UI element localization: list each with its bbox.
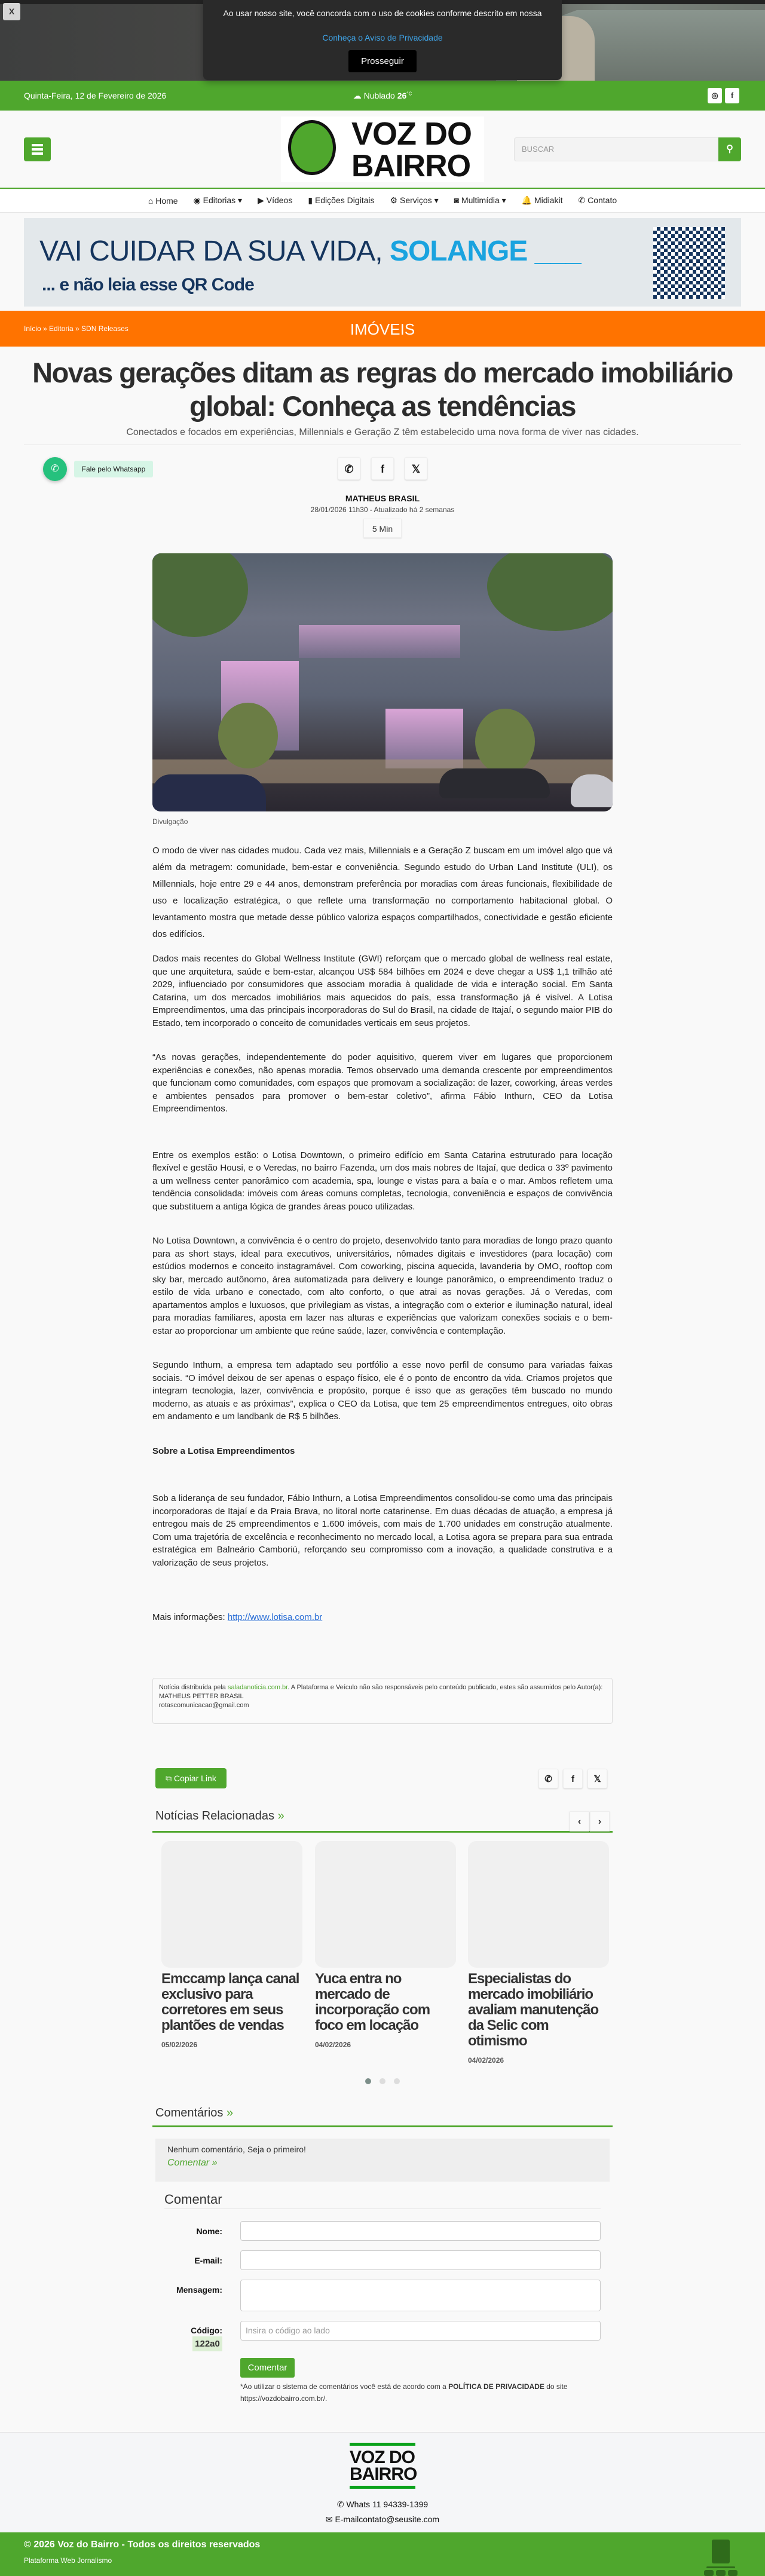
captcha-code: 122a0: [192, 2336, 222, 2351]
search-input[interactable]: BUSCAR: [514, 137, 718, 161]
nav-midiakit[interactable]: 🔔 Midiakit: [521, 195, 563, 205]
related-news: [0, 1809, 765, 2097]
paragraph: Entre os exemplos estão: o Lotisa Downtown, o primeiro edifício em Santa Catarina estruturado para locação flexível e gestão Housi, e o Veredas, no bairro Fazenda, um dos mais nobres de Itajaí, que dedica o 33º pavimento a um wellness center panorâmico com academia, spa, lounge e vistas para a baía e o mar. Ambos refletem uma tendência consolidada: imóveis com áreas comuns completas, tecnologia, conveniência e espaços de convivência que substituem a antiga lógica de grandes áreas pouco utilizadas.: [152, 1150, 613, 1212]
lower-content: [0, 843, 765, 2576]
article-date: 28/01/2026 11h30 - Atualizado há 2 semanas: [310, 506, 455, 514]
phone-icon: ✆: [578, 195, 586, 205]
envelope-icon: ✉: [325, 2514, 333, 2524]
paragraph: “As novas gerações, independentemente do poder aquisitivo, querem viver em lugares que proporcionem experiências e conexões, não apenas moradia. Temos observado uma demanda crescente por empreendimentos que funcionam como comunidades, com espaços que promovam a socialização: de lazer, coworking, áreas verdes e ambientes pensados para promover o bem-estar coletivo”, afirma Fábio Inthurn, CEO da Lotisa Empreendimentos.: [152, 1052, 613, 1114]
ad-banner[interactable]: [24, 218, 741, 307]
code-label: Código:: [191, 2325, 222, 2335]
nav-home[interactable]: ⌂ Home: [148, 195, 178, 206]
whatsapp-icon: ✆: [336, 2499, 344, 2509]
related-card[interactable]: Yuca entra no mercado de incorporação com foco em locação 04/02/2026: [315, 1841, 456, 2049]
site-logo[interactable]: VOZ DO BAIRRO: [281, 117, 484, 182]
article-title: Novas gerações ditam as regras do mercado imobiliário global: Conheça as tendências: [32, 357, 733, 422]
cookie-consent-dialog: [203, 0, 562, 80]
footer-area: [0, 2432, 765, 2576]
whatsapp-icon: ✆: [344, 463, 354, 475]
carousel-dot[interactable]: [380, 2078, 385, 2084]
subheading: Sobre a Lotisa Empreendimentos: [152, 1445, 295, 1456]
breadcrumb[interactable]: Início » Editoria » SDN Releases: [24, 324, 128, 333]
close-banner-button[interactable]: X: [3, 3, 20, 20]
privacy-notice-link[interactable]: Conheça o Aviso de Privacidade: [322, 33, 443, 42]
gear-icon: ⚙: [390, 195, 398, 205]
more-info-link[interactable]: http://www.lotisa.com.br: [227, 1612, 323, 1622]
email-label: E-mail:: [194, 2255, 222, 2265]
source-notice: Notícia distribuída pela saladanoticia.com.br. A Plataforma e Veículo não são responsáveis pelo conteúdo publicado, estes são assumidos pelo Autor(a): MATHEUS PETTER BRASIL rotascomunicacao@gmail.com: [152, 1678, 613, 1724]
nav-editorias[interactable]: ◉ Editorias ▾: [193, 195, 243, 205]
article-image: [152, 553, 613, 811]
comments-section: [0, 2097, 765, 2432]
footer-email[interactable]: ✉ E-mailcontato@seusite.com: [325, 2514, 440, 2524]
submit-comment-button[interactable]: Comentar: [240, 2358, 295, 2378]
x-icon: 𝕏: [593, 1774, 601, 1784]
ad-subline: ... e não leia esse QR Code: [42, 275, 254, 295]
name-input[interactable]: [240, 2221, 601, 2241]
message-textarea[interactable]: [240, 2280, 601, 2311]
whatsapp-icon: ✆: [544, 1774, 552, 1784]
share-whatsapp-button[interactable]: [338, 457, 360, 480]
top-info-bar: [0, 81, 765, 111]
copy-link-button[interactable]: ⧉ Copiar Link: [155, 1768, 227, 1788]
platform-credit[interactable]: Plataforma Web Jornalismo: [24, 2556, 112, 2565]
copyright: © 2026 Voz do Bairro - Todos os direitos reservados: [24, 2539, 261, 2550]
whatsapp-float-button[interactable]: [43, 457, 67, 481]
source-link[interactable]: saladanoticia.com.br: [227, 1683, 288, 1691]
image-caption: Divulgação: [152, 817, 188, 826]
search-button[interactable]: [718, 137, 741, 161]
copy-icon: ⧉: [166, 1773, 172, 1783]
section-title: IMÓVEIS: [350, 320, 415, 338]
share-whatsapp-button[interactable]: [538, 1769, 558, 1788]
ad-headline: VAI CUIDAR DA SUA VIDA, SOLANGE ___: [39, 235, 581, 267]
share-facebook-button[interactable]: [563, 1769, 583, 1788]
carousel-dot-active[interactable]: [365, 2078, 371, 2084]
cookie-accept-button[interactable]: Prosseguir: [348, 50, 417, 72]
home-icon: ⌂: [148, 195, 154, 206]
chevron-right-icon: ›: [598, 1816, 602, 1827]
main-nav: [0, 189, 765, 213]
thumbnail: [315, 1841, 456, 1968]
article-subtitle: Conectados e focados em experiências, Millennials e Geração Z têm estabelecido uma nova forma de viver nas cidades.: [126, 427, 639, 437]
article-body: O modo de viver nas cidades mudou. Cada vez mais, Millennials e a Geração Z buscam em um imóvel algo que vá além da metragem: comunidade, bem-estar e conveniência. Segundo estudo do Urban Land Institute (ULI), os Millennials, hoje entre 29 e 44 anos, demonstram preferência por moradias com áreas funcionais, flexibilidade de uso e localização estratégica, o que reflete uma transformação no comportamento habitacional global. O levantamento mostra que metade desse público valoriza espaços compartilhados, conectividade e gestão eficiente dos edifícios. Dados mais recentes do Global Wellness Institute (GWI) reforçam que o mercado global de wellness real estate, que une arquitetura, saúde e bem-estar, alcançou US$ 584 bilhões em 2024 e deve chegar a US$ 1,1 trilhão até 2029, influenciado por consumidores que associam moradia à qualidade de vida e interação social. Em Santa Catarina, um dos mercados imobiliários mais aquecidos do país, essa transformação já é visível. A Lotisa Empreendimentos, uma das principais incorporadoras do Sul do Brasil, na cidade de Itajaí, o segundo maior PIB do Estado, tem incorporado o conceito de comunidades verticais em seus projetos. “As novas gerações, independentemente do poder aquisitivo, querem viver em lugares que proporcionem experiências e conexões, não apenas moradia. Temos observado uma demanda crescente por empreendimentos que funcionam como comunidades, com espaços que promovam a socialização: de lazer, coworking, áreas verdes e ambientes pensados para promover o bem-estar coletivo”, afirma Fábio Inthurn, CEO da Lotisa Empreendimentos. Entre os exemplos estão: o Lotisa Downtown, o primeiro edifício em Santa Catarina estruturado para locação flexível e gestão Housi, e o Veredas, no bairro Fazenda, um dos mais nobres de Itajaí, que dedica o 33º pavimento a um wellness center panorâmico com academia, spa, lounge e vistas para a baía e o mar. Ambos refletem uma tendência consolidada: imóveis com áreas comuns completas, tecnologia, conveniência e espaços de convivência que substituem a antiga lógica de grandes áreas pouco utilizadas. No Lotisa Downtown, a convivência é o centro do projeto, desenvolvido tanto para moradias de longo prazo quanto para as short stays, ideal para executivos, universitários, nômades digitais e investidores (para locação) com estúdios modernos e conceito instagramável. Com coworking, piscina aquecida, lavanderia by OMO, rooftop com sky bar, mercado autônomo, área automatizada para delivery e lounge panorâmico, o empreendimento traduz o estilo de vida urbano e conectado, com alto conforto, o que atrai as novas gerações. Já o Veredas, com apartamentos amplos e luxuosos, que privilegiam as vistas, a integração com o exterior e iluminação natural, ideal para moradias familiares, aposta em lazer nas alturas e experiências que valorizam conexões sociais e o bem-estar ao proporcionar um ambiente que reúne saúde, lazer, convivência e contemplação. Segundo Inthurn, a empresa tem adaptado seu portfólio a esse novo perfil de consumo para variadas faixas sociais. “O imóvel deixou de ser apenas o espaço físico, ele é o ponto de encontro da vida. Criamos projetos que integram tecnologia, lazer, convivência e propósito, porque é isso que as gerações têm buscado no mundo moderno, as atuais e as próximas”, explica o CEO da Lotisa, que tem 25 empreendimentos entregues, oito obras em andamento e um landbank de R$ 5 bilhões. Sobre a Lotisa Empreendimentos Sob a liderança de seu fundador, Fábio Inthurn, a Lotisa Empreendimentos consolidou-se como uma das principais incorporadoras de Itajaí e da Praia Brava, no litoral norte catarinense. Em duas décadas de atuação, a empresa já entregou mais de 25 empreendimentos e 1.600 imóveis, com mais de 1.700 unidades em construção atualmente. Com uma trajetória de excelência e reconhecimento no mercado local, a Lotisa agora se prepara para sua entrada estratégica em Balneário Camboriú, reforçando seu compromisso com a inovação, a qualidade construtiva e a valorização de seus projetos. Mais informações: http://www.lotisa.com.br: [152, 843, 613, 1624]
paragraph: O modo de viver nas cidades mudou. Cada vez mais, Millennials e a Geração Z buscam em um imóvel algo que vá além da metragem: comunidade, bem-estar e conveniência. Segundo estudo do Urban Land Institute (ULI), os Millennials, hoje entre 29 e 44 anos, demonstram preferência por moradias com áreas funcionais, flexibilidade de uso e localização estratégica, o que reflete uma transformação no comportamento habitacional global. O levantamento mostra que metade desse público valoriza espaços compartilhados, conectividade e gestão eficiente dos edifícios.: [152, 846, 613, 939]
divider: [152, 2125, 613, 2127]
nav-contato[interactable]: ✆ Contato: [578, 195, 617, 205]
paragraph: Sob a liderança de seu fundador, Fábio Inthurn, a Lotisa Empreendimentos consolidou-se como uma das principais incorporadoras de Itajaí e da Praia Brava, no litoral norte catarinense. Em duas décadas de atuação, a empresa já entregou mais de 25 empreendimentos e 1.600 imóveis, com mais de 1.700 unidades em construção atualmente. Com uma trajetória de excelência e reconhecimento no mercado local, a Lotisa agora se prepara para sua entrada estratégica em Balneário Camboriú, reforçando seu compromisso com a inovação, a qualidade construtiva e a valorização de seus projetos.: [152, 1493, 613, 1568]
nav-multimidia[interactable]: ◙ Multimídia ▾: [454, 195, 506, 205]
whatsapp-float-label[interactable]: Fale pelo Whatsapp: [74, 461, 153, 477]
camera-icon: ◙: [454, 195, 460, 205]
thumbnail: [468, 1841, 609, 1968]
bottom-bar: [0, 2532, 765, 2576]
rss-icon: ◉: [193, 195, 201, 205]
whatsapp-icon: ✆: [51, 464, 59, 474]
menu-button[interactable]: [24, 137, 51, 161]
search-form: [514, 137, 741, 161]
cloud-icon: ☁: [353, 91, 362, 100]
code-input[interactable]: Insira o código ao lado: [240, 2321, 601, 2341]
footer-whatsapp[interactable]: ✆ Whats 11 94339-1399: [336, 2499, 429, 2509]
weather: ☁ Nublado $26^{^\circ C}$: [353, 91, 412, 100]
read-time: 5 Min: [363, 519, 402, 538]
cookie-text: Ao usar nosso site, você concorda com o uso de cookies conforme descrito em nossa: [223, 8, 542, 18]
privacy-disclaimer: *Ao utilizar o sistema de comentários você está de acordo com a POLÍTICA DE PRIVACIDADE do site https://vozdobairro.com.br/.: [240, 2382, 568, 2403]
share-x-button[interactable]: [405, 457, 427, 480]
nav-edicoes-digitais[interactable]: ▮ Edições Digitais: [308, 195, 375, 205]
file-icon: ▮: [308, 195, 313, 205]
share-x-button[interactable]: [587, 1769, 607, 1788]
search-icon: ⚲: [726, 144, 733, 154]
chevron-left-icon: ‹: [577, 1816, 582, 1827]
section-bar: [0, 311, 765, 347]
facebook-icon[interactable]: f: [725, 88, 739, 103]
x-icon: 𝕏: [411, 463, 421, 475]
nav-videos[interactable]: ▶ Vídeos: [258, 195, 293, 205]
carousel-dot[interactable]: [394, 2078, 400, 2084]
nav-servicos[interactable]: ⚙ Serviços ▾: [390, 195, 439, 205]
facebook-icon: f: [571, 1774, 574, 1784]
privacy-link[interactable]: POLÍTICA DE PRIVACIDADE: [448, 2382, 544, 2391]
paragraph: Dados mais recentes do Global Wellness Institute (GWI) reforçam que o mercado global de wellness real estate, que une arquitetura, saúde e bem-estar, alcançou US$ 584 bilhões em 2024 e deve chegar a US$ 1,1 trilhão até 2029, influenciado por consumidores que associam moradia à qualidade de vida e interação social. Em Santa Catarina, um dos mercados imobiliários mais aquecidos do país, essa transformação já é visível. A Lotisa Empreendimentos, uma das principais incorporadoras do Sul do Brasil, na cidade de Itajaí, o segundo maior PIB do Estado, tem incorporado o conceito de comunidades verticais em seus projetos.: [152, 954, 613, 1028]
divider: [152, 1831, 613, 1833]
comment-form-title: Comentar: [164, 2191, 222, 2207]
carousel-prev-button[interactable]: [570, 1811, 589, 1831]
facebook-icon: f: [381, 463, 384, 475]
comment-link[interactable]: Comentar »: [167, 2157, 218, 2168]
carousel-next-button[interactable]: [590, 1811, 610, 1831]
related-card[interactable]: Especialistas do mercado imobiliário avaliam manutenção da Selic com otimismo 04/02/2026: [468, 1841, 609, 2065]
comments-heading: Comentários »: [155, 2106, 234, 2119]
qr-code: [653, 227, 725, 299]
footer-logo[interactable]: VOZ DO BAIRRO: [350, 2443, 415, 2489]
related-card[interactable]: Emccamp lança canal exclusivo para corretores em seus plantões de vendas 05/02/2026: [161, 1841, 302, 2049]
article-author: MATHEUS BRASIL: [345, 494, 420, 503]
current-date: Quinta-Feira, 12 de Fevereiro de 2026: [24, 91, 167, 100]
thumbnail: [161, 1841, 302, 1968]
bell-icon: 🔔: [521, 195, 533, 205]
paragraph: No Lotisa Downtown, a convivência é o centro do projeto, desenvolvido tanto para moradias de longo prazo quanto para as short stays, ideal para executivos, universitários, nômades digitais e investidores (para locação) com estúdios modernos e conceito instagramável. Com coworking, piscina aquecida, lavanderia by OMO, rooftop com sky bar, mercado autônomo, área automatizada para delivery e lounge panorâmico, o empreendimento traduz o estilo de vida urbano e conectado, com alto conforto, o que atrai as novas gerações. Já o Veredas, com apartamentos amplos e luxuosos, que privilegiam as vistas, a integração com o exterior e iluminação natural, ideal para moradias familiares, aposta em lazer nas alturas e experiências que valorizam conexões sociais e o bem-estar ao proporcionar um ambiente que reúne saúde, lazer, convivência e contemplação.: [152, 1236, 613, 1336]
instagram-icon[interactable]: ◎: [708, 88, 722, 103]
no-comments-box: Nenhum comentário, Seja o primeiro! Comentar »: [155, 2139, 610, 2182]
email-input[interactable]: [240, 2250, 601, 2270]
paragraph: Segundo Inthurn, a empresa tem adaptado seu portfólio a esse novo perfil de consumo para variadas faixas sociais. “O imóvel deixou de ser apenas o espaço físico, ele é o ponto de encontro da vida. Criamos projetos que integram tecnologia, lazer, convivência e propósito, porque é isso que as gerações têm buscado no mundo moderno, as atuais e as próximas”, explica o CEO da Lotisa, que tem 25 empreendimentos entregues, oito obras em andamento e um landbank de R$ 5 bilhões.: [152, 1360, 613, 1422]
share-row: [0, 1768, 765, 1788]
article-header: [24, 356, 741, 439]
play-icon: ▶: [258, 195, 264, 205]
share-facebook-button[interactable]: [371, 457, 394, 480]
message-label: Mensagem:: [176, 2284, 222, 2295]
name-label: Nome:: [196, 2226, 222, 2236]
related-heading: Notícias Relacionadas »: [155, 1809, 284, 1823]
